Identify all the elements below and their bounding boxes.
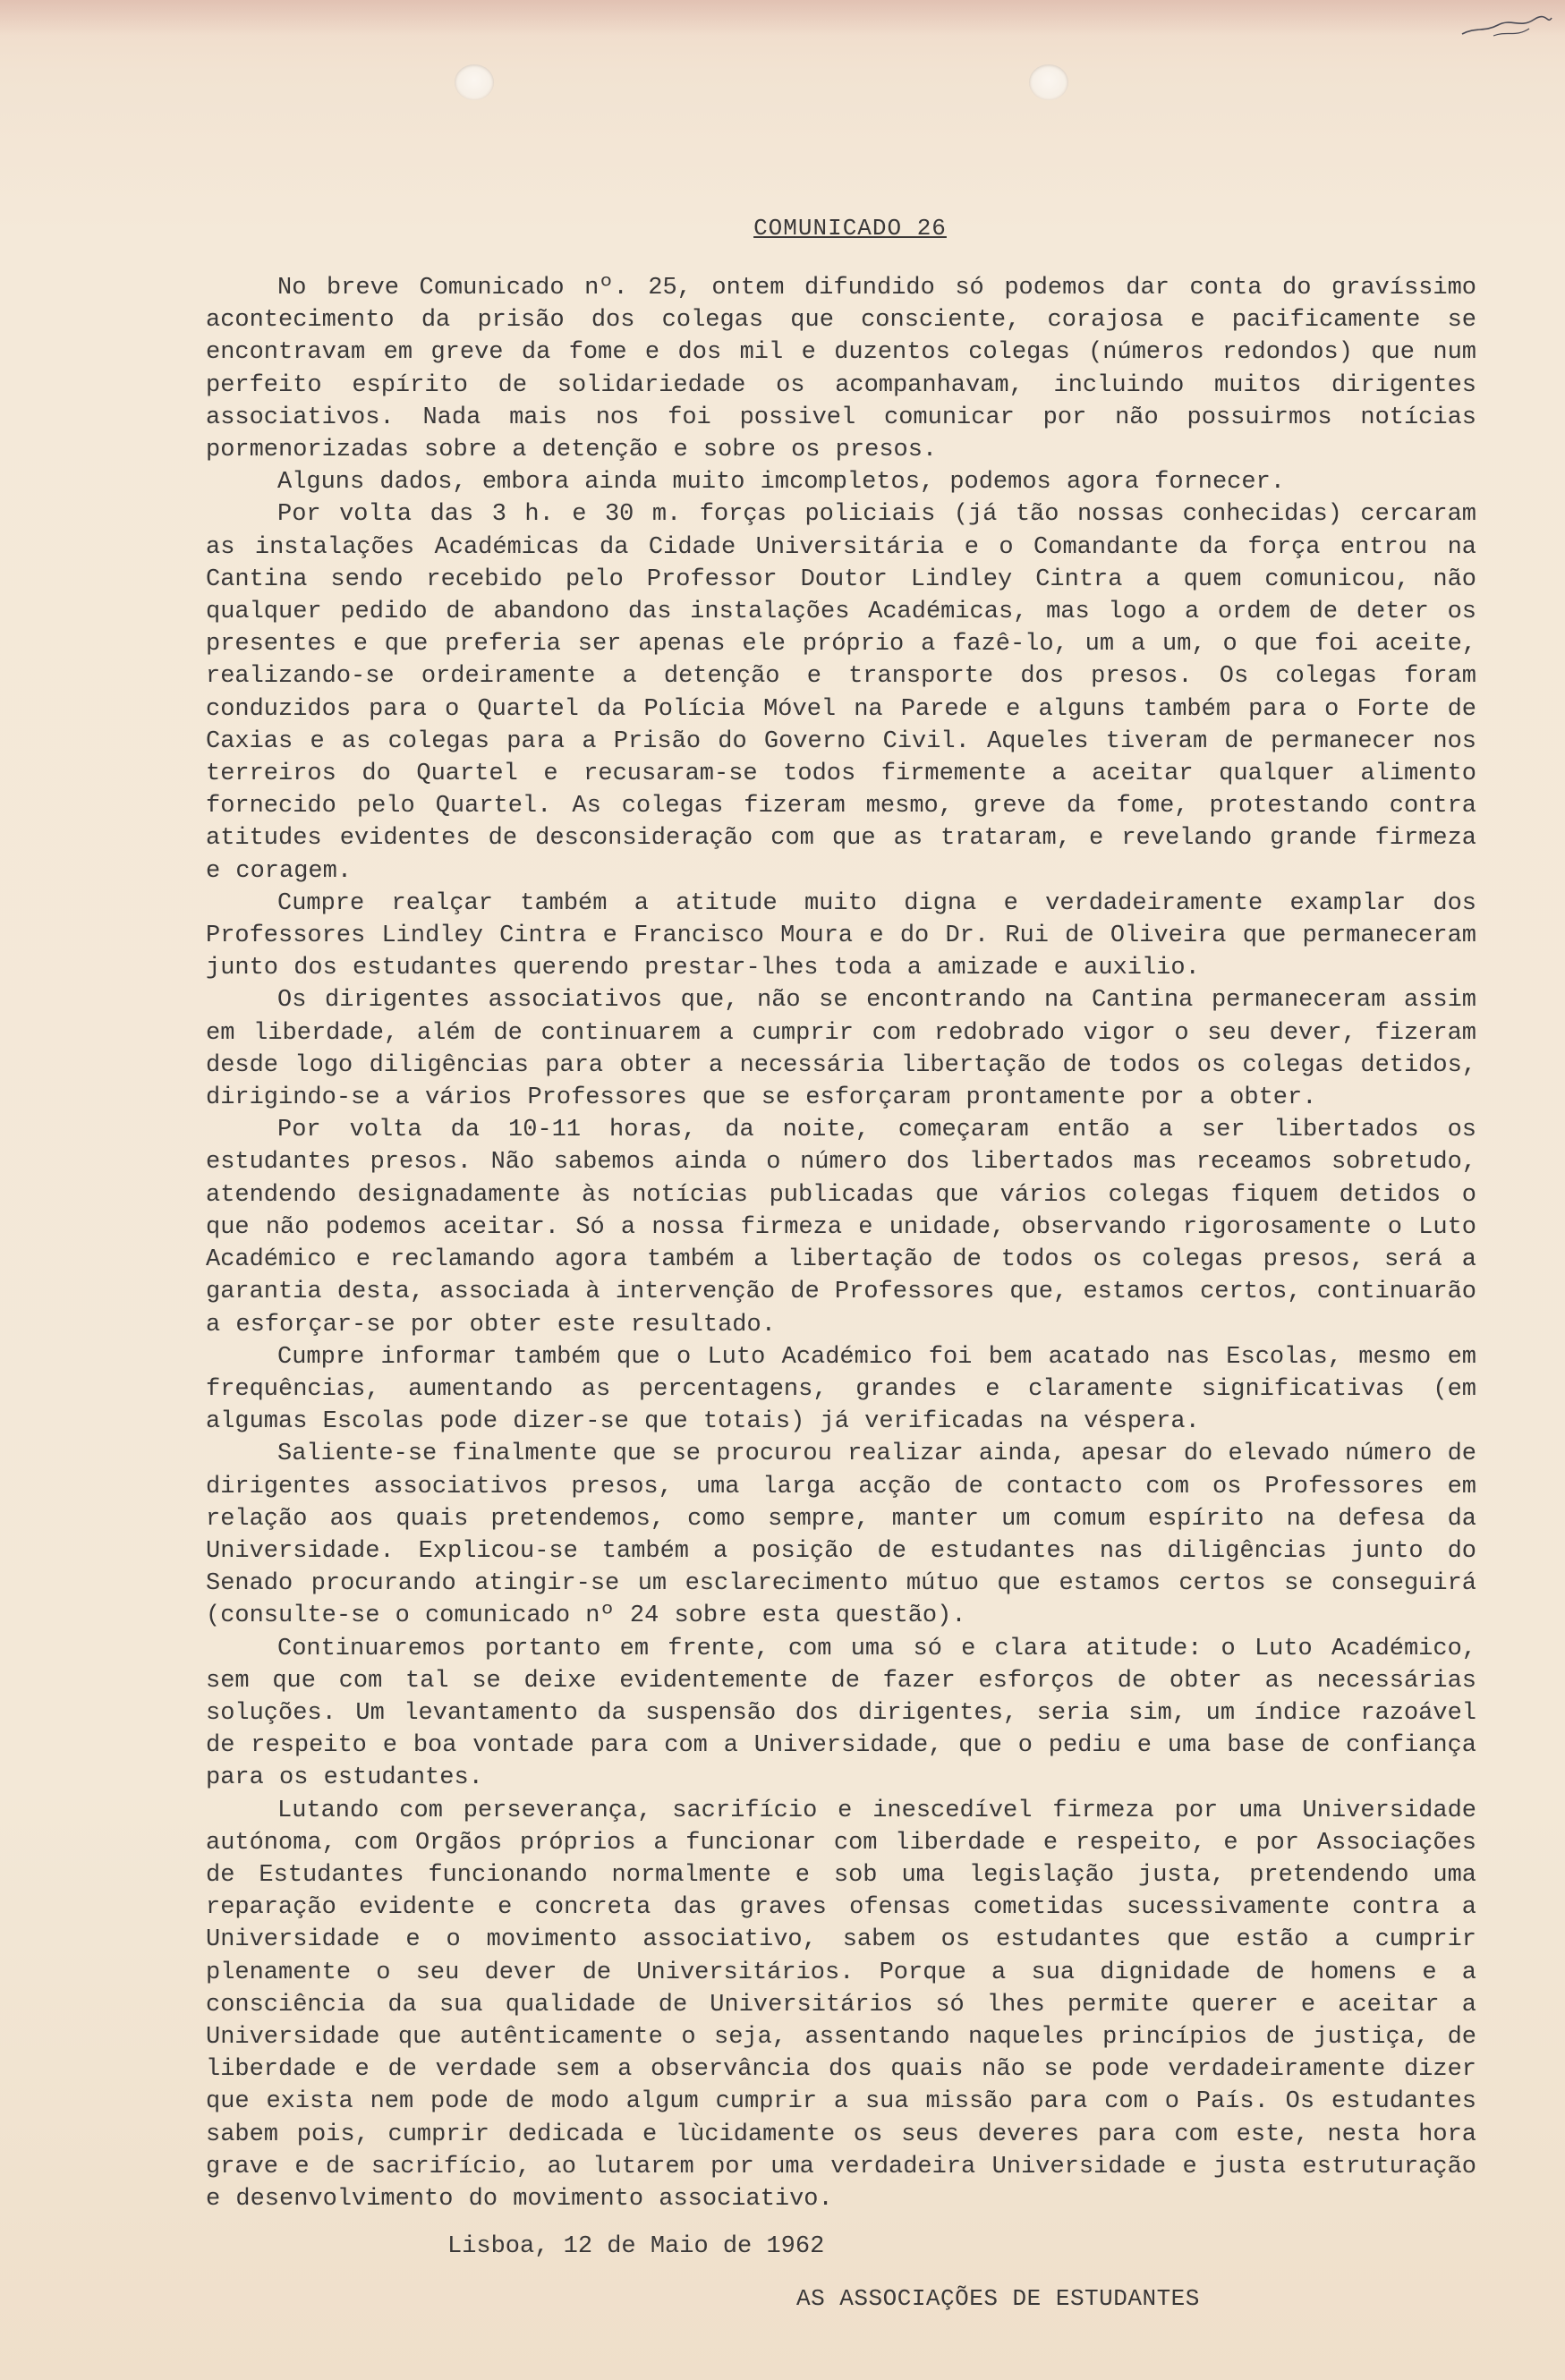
punch-hole-right bbox=[1029, 64, 1068, 100]
document-body bbox=[206, 215, 1476, 2312]
paragraph: Por volta das 3 h. e 30 m. forças policiais (já tão nossas conhecidas) cercaram as instalações Académicas da Cidade Universitária e o Comandante da força entrou na Cantina sendo recebido pelo Professor Doutor Lindley Cintra a quem comunicou, não qualquer pedido de abandono das instalações Académicas, mas logo a ordem de deter os presentes e que preferia ser apenas ele próprio a fazê-lo, um a um, o que foi aceite, realizando-se ordeiramente a detenção e transporte dos presos. Os colegas foram conduzidos para o Quartel da Polícia Móvel na Parede e alguns também para o Forte de Caxias e as colegas para a Prisão do Governo Civil. Aqueles tiveram de permanecer nos terreiros do Quartel e recusaram-se todos firmemente a aceitar qualquer alimento fornecido pelo Quartel. As colegas fizeram mesmo, greve da fome, protestando contra atitudes evidentes de desconsideração com que as trataram, e revelando grande firmeza e coragem. bbox=[206, 501, 1476, 885]
handwritten-mark-icon bbox=[1458, 9, 1556, 45]
paragraph: Cumpre realçar também a atitude muito digna e verdadeiramente examplar dos Professores Lindley Cintra e Francisco Moura e do Dr. Rui de Oliveira que permaneceram junto dos estudantes querendo prestar-lhes toda a amizade e auxilio. bbox=[206, 889, 1476, 982]
paragraph: Cumpre informar também que o Luto Académico foi bem acatado nas Escolas, mesmo em frequências, aumentando as percentagens, grandes e claramente significativas (em algumas Escolas pode dizer-se que totais) já verificadas na véspera. bbox=[206, 1343, 1476, 1436]
paragraph: Lutando com perseverança, sacrifício e inescedível firmeza por uma Universidade autónoma, com Orgãos próprios a funcionar com liberdade e respeito, e por Associações de Estudantes funcionando normalmente e sob uma legislação justa, pretendendo uma reparação evidente e concreta das graves ofensas cometidas sucessivamente contra a Universidade e o movimento associativo, sabem os estudantes que estão a cumprir plenamente o seu dever de Universitários. Porque a sua dignidade de homens e a consciência da sua qualidade de Universitários só lhes permite querer e aceitar a Universidade que autênticamente o seja, assentando naqueles princípios de justiça, de liberdade e de verdade sem a observância dos quais não se pode verdadeiramente dizer que exista nem pode de modo algum cumprir a sua missão para com o País. Os estudantes sabem pois, cumprir dedicada e lùcidamente os seus deveres para com este, nesta hora grave e de sacrifício, ao lutarem por uma verdadeira Universidade e justa estruturação e desenvolvimento do movimento associativo. bbox=[206, 1797, 1476, 2213]
document-title: COMUNICADO 26 bbox=[753, 215, 947, 242]
paragraph: Continuaremos portanto em frente, com uma só e clara atitude: o Luto Académico, sem que com tal se deixe evidentemente de fazer esforços de obter as necessárias soluções. Um levantamento da suspensão dos dirigentes, seria sim, um índice razoável de respeito e boa vontade para com a Universidade, que o pediu e uma base de confiança para os estudantes. bbox=[206, 1635, 1476, 1792]
paragraph: Por volta da 10-11 horas, da noite, começaram então a ser libertados os estudantes presos. Não sabemos ainda o número dos libertados mas receamos sobretudo, atendendo designadamente às notícias publicadas que vários colegas fiquem detidos o que não podemos aceitar. Só a nossa firmeza e unidade, observando rigorosamente o Luto Académico e reclamando agora também a libertação de todos os colegas presos, será a garantia desta, associada à intervenção de Professores que, estamos certos, continuarão a esforçar-se por obter este resultado. bbox=[206, 1117, 1476, 1339]
paragraph: Alguns dados, embora ainda muito imcompletos, podemos agora fornecer. bbox=[277, 469, 1285, 497]
paragraph: No breve Comunicado nº. 25, ontem difundido só podemos dar conta do gravíssimo acontecimento da prisão dos colegas que consciente, corajosa e pacificamente se encontravam em greve da fome e dos mil e duzentos colegas (números redondos) que num perfeito espírito de solidariedade os acompanhavam, incluindo muitos dirigentes associativos. Nada mais nos foi possivel comunicar por não possuirmos notícias pormenorizadas sobre a detenção e sobre os presos. bbox=[206, 275, 1476, 464]
paragraph: Saliente-se finalmente que se procurou realizar ainda, apesar do elevado número de dirigentes associativos presos, uma larga acção de contacto com os Professores em relação aos quais pretendemos, como sempre, manter um comum espírito na defesa da Universidade. Explicou-se também a posição de estudantes nas diligências junto do Senado procurando atingir-se um esclarecimento mútuo que estamos certos se conseguirá (consulte-se o comunicado nº 24 sobre esta questão). bbox=[206, 1441, 1476, 1630]
punch-hole-left bbox=[455, 64, 494, 100]
date-line: Lisboa, 12 de Maio de 1962 bbox=[447, 2233, 825, 2261]
paragraph: Os dirigentes associativos que, não se encontrando na Cantina permaneceram assim em liberdade, além de continuarem a cumprir com redobrado vigor o seu dever, fizeram desde logo diligências para obter a necessária libertação de todos os colegas detidos, dirigindo-se a vários Professores que se esforçaram prontamente por a obter. bbox=[206, 987, 1476, 1112]
paper-edge-stain bbox=[0, 0, 1565, 36]
signature: AS ASSOCIAÇÕES DE ESTUDANTES bbox=[796, 2285, 1200, 2313]
